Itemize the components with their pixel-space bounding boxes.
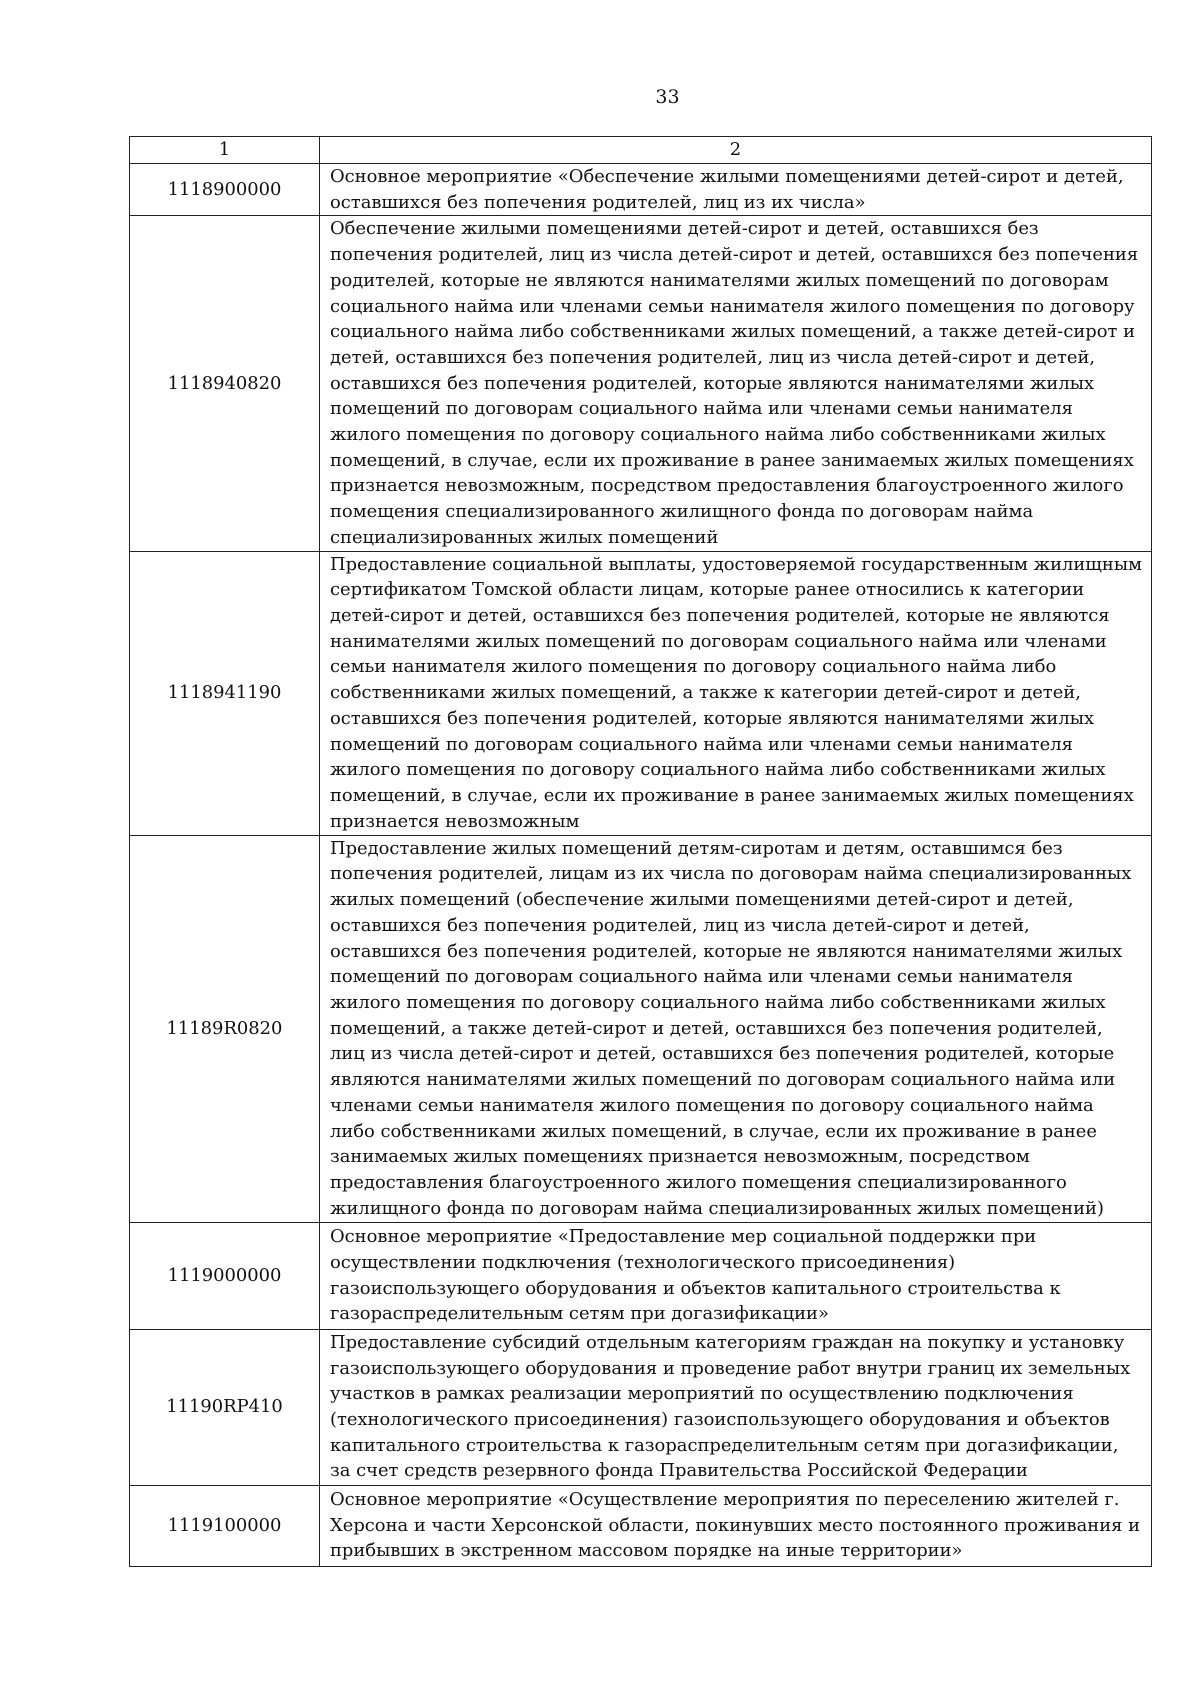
code-cell: 1118900000 <box>130 164 320 216</box>
code-cell: 1118941190 <box>130 551 320 835</box>
budget-code-table <box>129 136 1152 1567</box>
table-row <box>130 1485 1152 1566</box>
column-header-1: 1 <box>130 137 320 164</box>
table-row <box>130 216 1152 551</box>
column-header-2: 2 <box>320 137 1152 164</box>
code-cell: 11189R0820 <box>130 835 320 1222</box>
table-row <box>130 1222 1152 1329</box>
description-cell: Предоставление жилых помещений детям-сиротам и детям, оставшимся без попечения родителей, лицам из их числа по договорам найма специализированных жилых помещений (обеспечение жилыми помещениями детей-сирот и детей, оставшихся без попечения родителей, лиц из числа детей-сирот и детей, оставшихся без попечения родителей, которые не являются нанимателями жилых помещений по договорам социального найма или членами семьи нанимателя жилого помещения по договору социального найма либо собственниками жилых помещений, а также детей-сирот и детей, оставшихся без попечения родителей, лиц из числа детей-сирот и детей, оставшихся без попечения родителей, которые являются нанимателями жилых помещений по договорам социального найма или членами семьи нанимателя жилого помещения по договору социального найма либо собственниками жилых помещений, в случае, если их проживание в ранее занимаемых жилых помещениях признается невозможным, посредством предоставления благоустроенного жилого помещения специализированного жилищного фонда по договорам найма специализированных жилых помещений) <box>320 835 1152 1222</box>
description-cell: Основное мероприятие «Осуществление мероприятия по переселению жителей г. Херсона и части Херсонской области, покинувших место постоянного проживания и прибывших в экстренном массовом порядке на иные территории» <box>320 1485 1152 1566</box>
description-cell: Предоставление социальной выплаты, удостоверяемой государственным жилищным сертификатом Томской области лицам, которые ранее относились к категории детей-сирот и детей, оставшихся без попечения родителей, которые не являются нанимателями жилых помещений по договорам социального найма или членами семьи нанимателя жилого помещения по договору социального найма либо собственниками жилых помещений, а также к категории детей-сирот и детей, оставшихся без попечения родителей, которые являются нанимателями жилых помещений по договорам социального найма или членами семьи нанимателя жилого помещения по договору социального найма либо собственниками жилых помещений, в случае, если их проживание в ранее занимаемых жилых помещениях признается невозможным <box>320 551 1152 835</box>
code-cell: 1118940820 <box>130 216 320 551</box>
table-row <box>130 551 1152 835</box>
code-cell: 1119000000 <box>130 1222 320 1329</box>
description-cell: Основное мероприятие «Предоставление мер социальной поддержки при осуществлении подключения (технологического присоединения) газоиспользующего оборудования и объектов капитального строительства к газораспределительным сетям при догазификации» <box>320 1222 1152 1329</box>
table-row <box>130 1329 1152 1485</box>
code-cell: 11190RP410 <box>130 1329 320 1485</box>
description-cell: Основное мероприятие «Обеспечение жилыми помещениями детей-сирот и детей, оставшихся без попечения родителей, лиц из их числа» <box>320 164 1152 216</box>
code-cell: 1119100000 <box>130 1485 320 1566</box>
table-row <box>130 835 1152 1222</box>
page-number: 33 <box>655 86 680 108</box>
description-cell: Обеспечение жилыми помещениями детей-сирот и детей, оставшихся без попечения родителей, лиц из числа детей-сирот и детей, оставшихся без попечения родителей, которые не являются нанимателями жилых помещений по договорам социального найма или членами семьи нанимателя жилого помещения по договору социального найма либо собственниками жилых помещений, а также детей-сирот и детей, оставшихся без попечения родителей, лиц из числа детей-сирот и детей, оставшихся без попечения родителей, которые являются нанимателями жилых помещений по договорам социального найма или членами семьи нанимателя жилого помещения по договору социального найма либо собственниками жилых помещений, в случае, если их проживание в ранее занимаемых жилых помещениях признается невозможным, посредством предоставления благоустроенного жилого помещения специализированного жилищного фонда по договорам найма специализированных жилых помещений <box>320 216 1152 551</box>
description-cell: Предоставление субсидий отдельным категориям граждан на покупку и установку газоиспользующего оборудования и проведение работ внутри границ их земельных участков в рамках реализации мероприятий по осуществлению подключения (технологического присоединения) газоиспользующего оборудования и объектов капитального строительства к газораспределительным сетям при догазификации, за счет средств резервного фонда Правительства Российской Федерации <box>320 1329 1152 1485</box>
table-header-row <box>130 137 1152 164</box>
table-row <box>130 164 1152 216</box>
